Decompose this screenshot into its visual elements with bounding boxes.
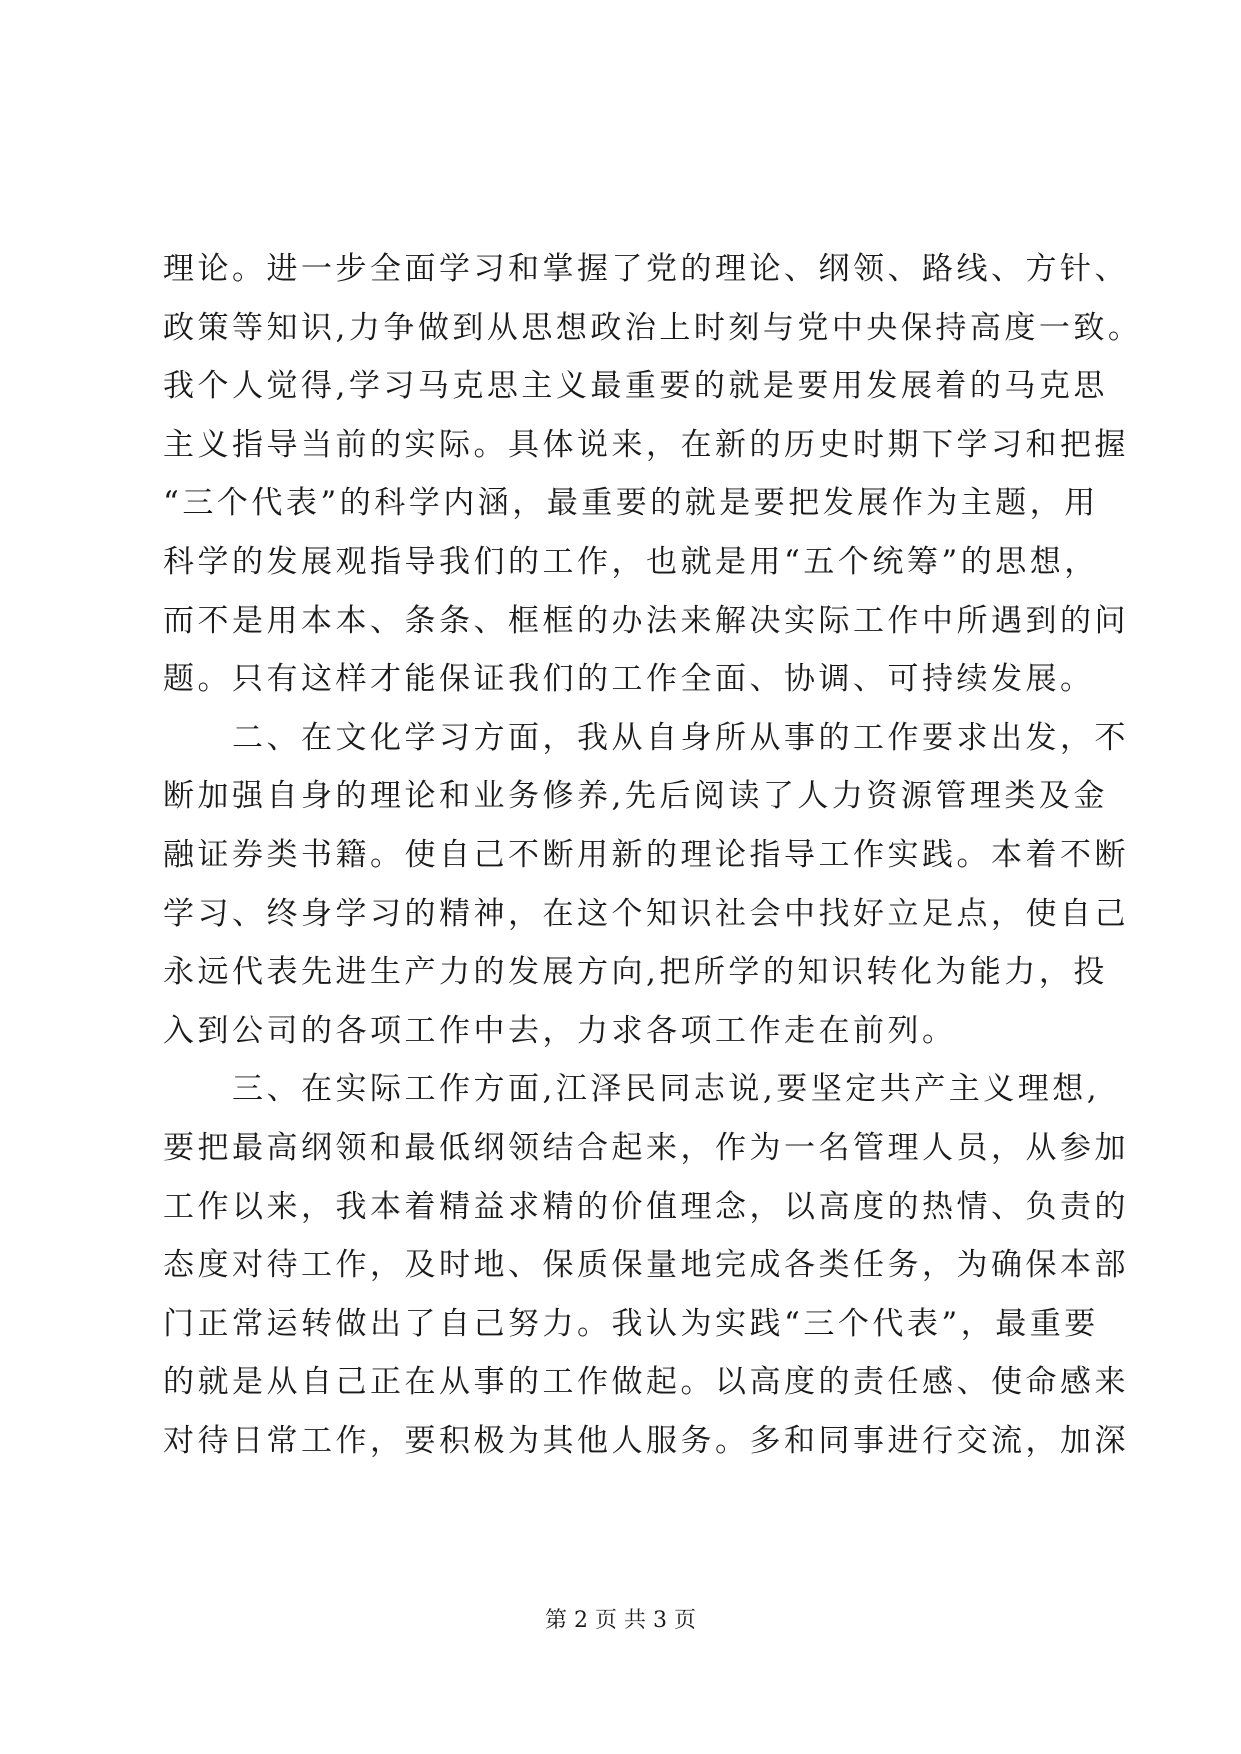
- text-line: 的就是从自己正在从事的工作做起。以高度的责任感、使命感来: [163, 1364, 1129, 1401]
- text-line: 永远代表先进生产力的发展方向,把所学的知识转化为能力，投: [163, 954, 1108, 991]
- text-line: 工作以来，我本着精益求精的价值理念，以高度的热情、负责的: [163, 1188, 1129, 1225]
- text-line: 门正常运转做出了自己努力。我认为实践“三个代表”，最重要: [163, 1305, 1099, 1342]
- text-line: 二、在文化学习方面，我从自身所从事的工作要求出发，不: [163, 719, 1129, 756]
- text-line: 主义指导当前的实际。具体说来，在新的历史时期下学习和把握: [163, 426, 1129, 463]
- body-text: [163, 240, 1143, 1470]
- text-line: 政策等知识,力争做到从思想政治上时刻与党中央保持高度一致。: [163, 309, 1143, 346]
- text-line: 三、在实际工作方面,江泽民同志说,要坚定共产主义理想,: [163, 1071, 1101, 1108]
- text-line: 题。只有这样才能保证我们的工作全面、协调、可持续发展。: [163, 661, 1095, 698]
- text-line: 而不是用本本、条条、框框的办法来解决实际工作中所遇到的问: [163, 602, 1129, 639]
- text-line: 断加强自身的理论和业务修养,先后阅读了人力资源管理类及金: [163, 778, 1108, 815]
- text-line: 我个人觉得,学习马克思主义最重要的就是要用发展着的马克思: [163, 368, 1108, 405]
- text-line: 理论。进一步全面学习和掌握了党的理论、纲领、路线、方针、: [163, 251, 1129, 287]
- text-line: 融证券类书籍。使自己不断用新的理论指导工作实践。本着不断: [163, 836, 1129, 873]
- text-line: “三个代表”的科学内涵，最重要的就是要把发展作为主题，用: [163, 485, 1099, 522]
- text-line: 要把最高纲领和最低纲领结合起来，作为一名管理人员，从参加: [163, 1129, 1129, 1166]
- text-line: 学习、终身学习的精神，在这个知识社会中找好立足点，使自己: [163, 895, 1129, 932]
- text-line: 态度对待工作，及时地、保质保量地完成各类任务，为确保本部: [163, 1247, 1129, 1284]
- text-line: 科学的发展观指导我们的工作，也就是用“五个统筹”的思想，: [163, 543, 1099, 580]
- text-line: 入到公司的各项工作中去，力求各项工作走在前列。: [163, 1012, 957, 1049]
- page-number-footer: 第 2 页 共 3 页: [545, 1608, 696, 1633]
- text-line: 对待日常工作，要积极为其他人服务。多和同事进行交流，加深: [163, 1422, 1129, 1459]
